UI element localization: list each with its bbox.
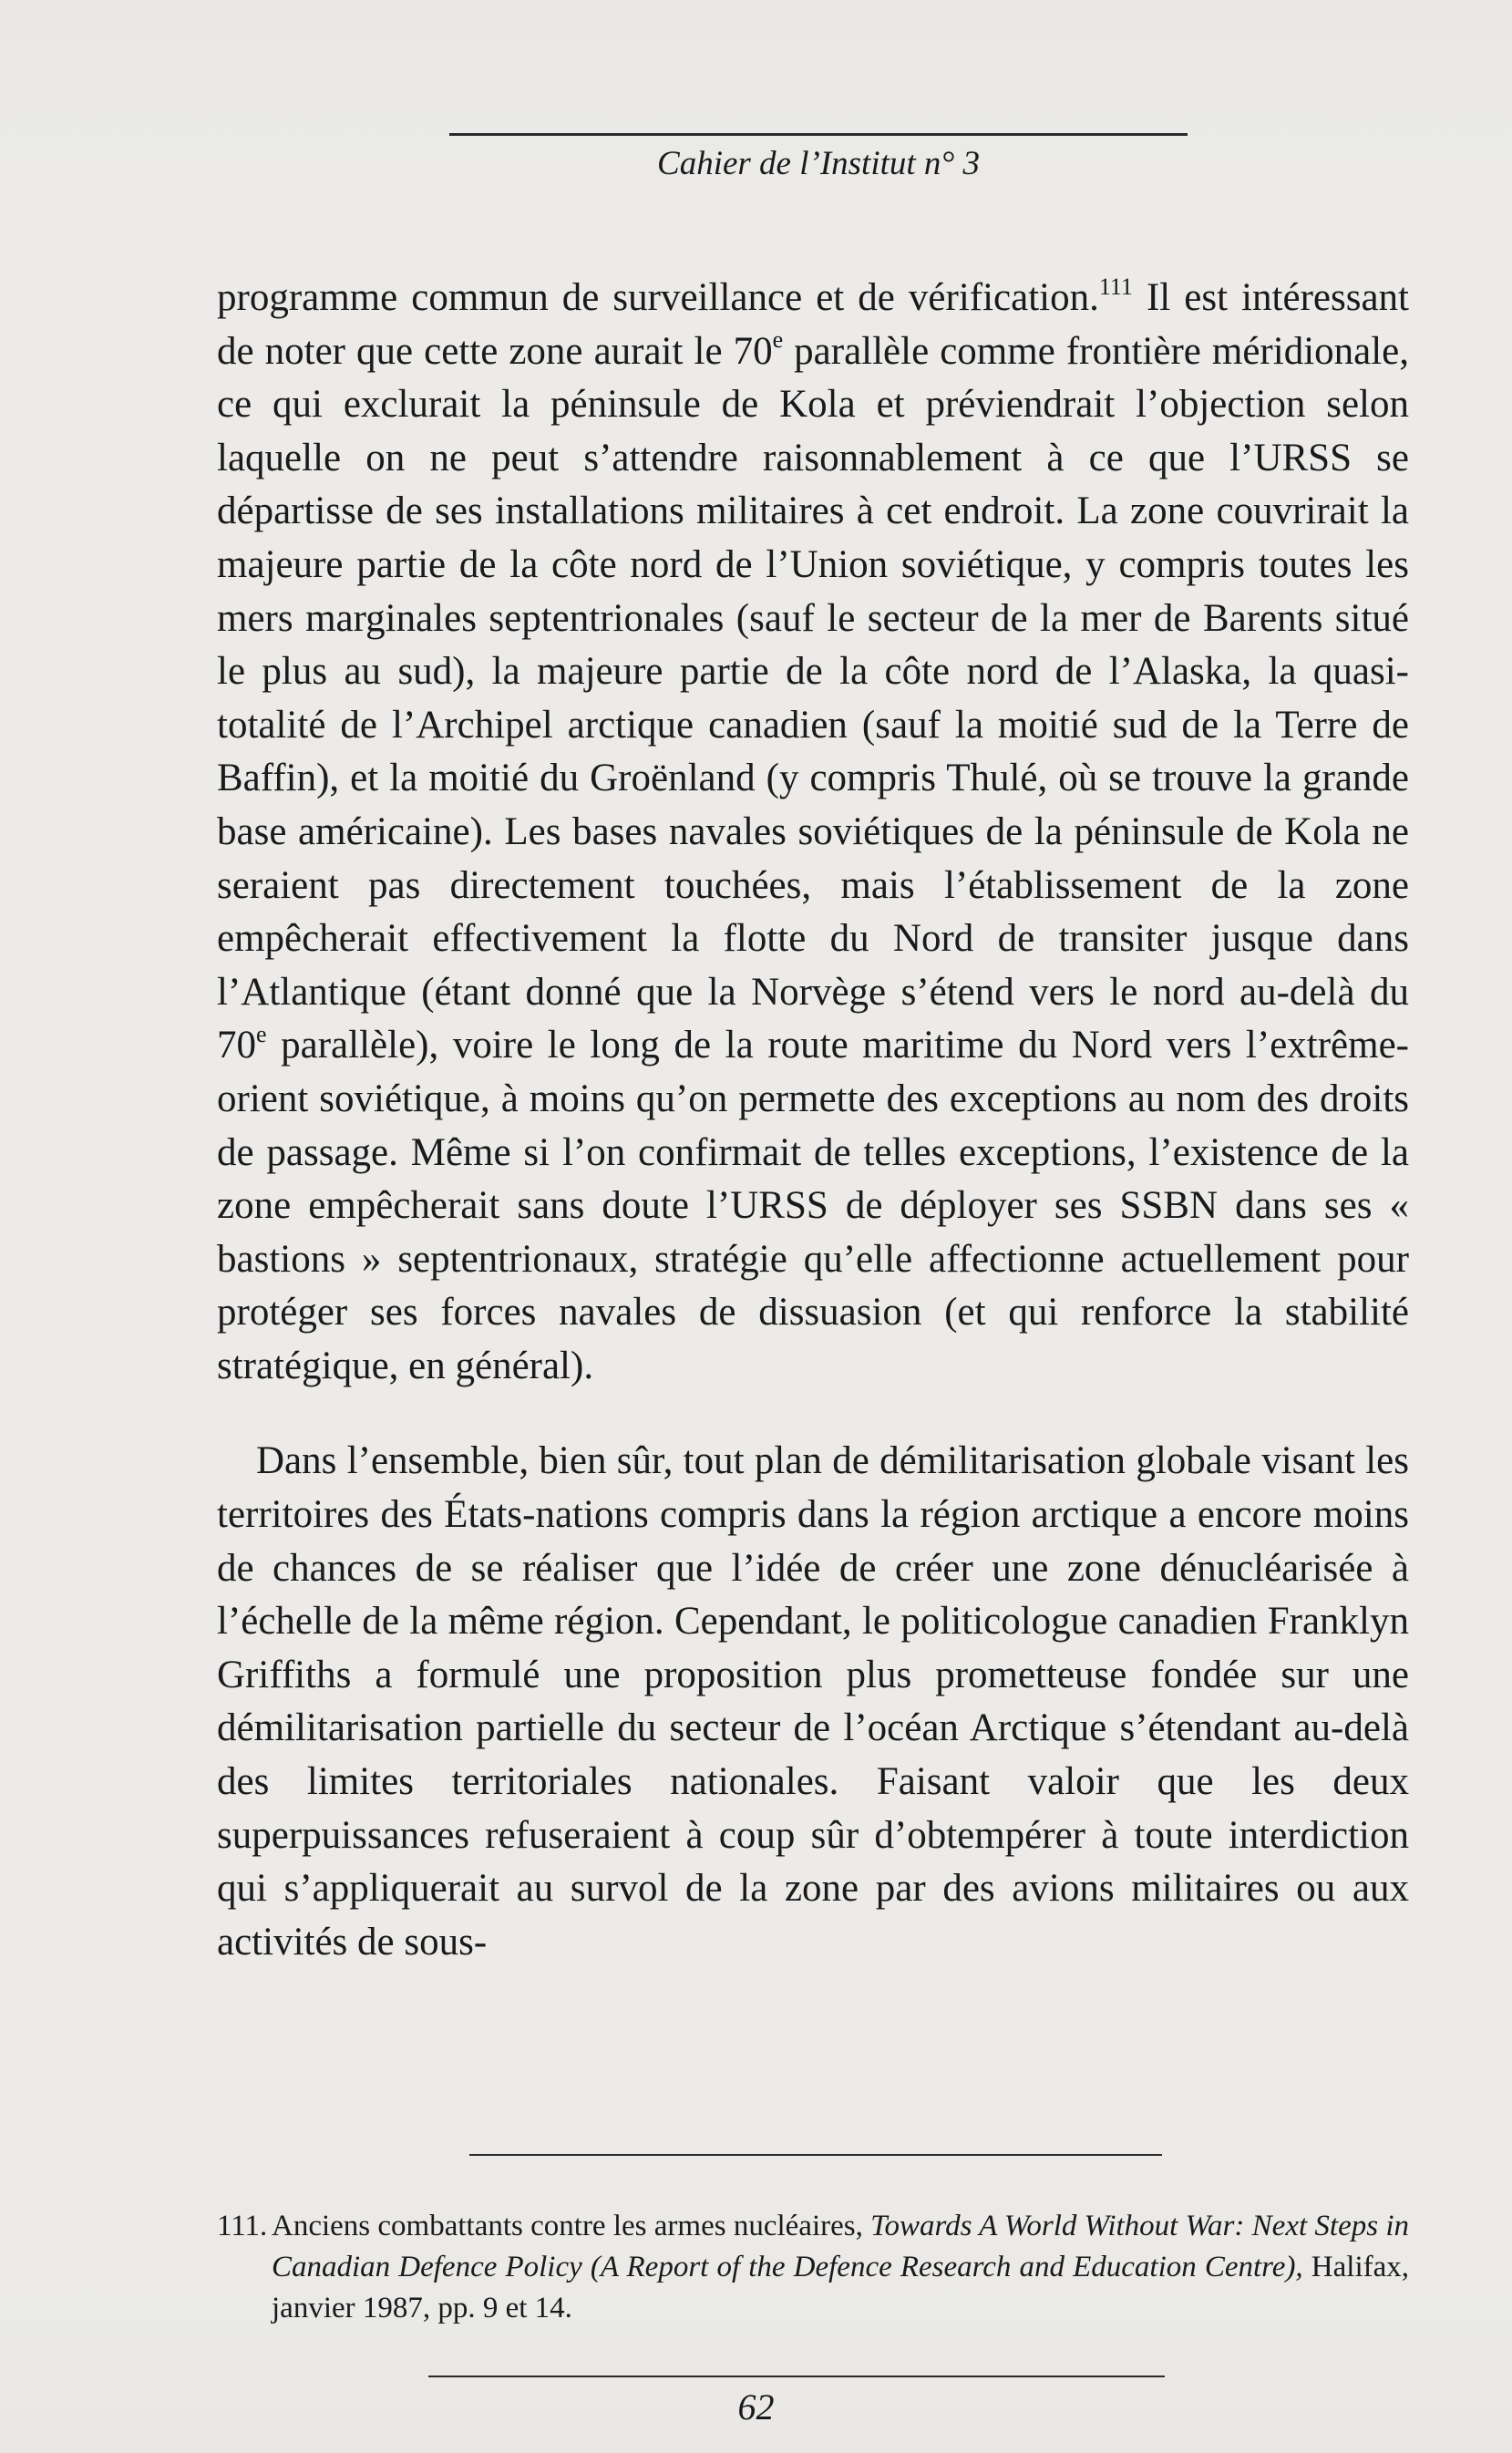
paragraph-2: Dans l’ensemble, bien sûr, tout plan de démilitarisation globale visant les territoires des États-nations compris dans la région arctique a encore moins de chances de se réaliser que l’idée de créer une zone dénucléarisée à l’échelle de la même région. Cependant, le politicologue canadien Franklyn Griffiths a formulé une proposition plus prometteuse fondée sur une démilitarisation partielle du secteur de l’océan Arctique s’étendant au-delà des limites territoriales nationales. Faisant valoir que les deux superpuissances refuseraient à coup sûr d’obtempérer à toute interdiction qui s’appliquerait au survol de la zone par des avions militaires ou aux activités de sous- bbox=[217, 1439, 1409, 1963]
footnote-tail: Halifax, janvier 1987, pp. 9 et 14. bbox=[272, 2251, 1409, 2324]
footnote-number: 111. bbox=[217, 2210, 268, 2242]
paragraph-1-text-b: parallèle comme frontière méridionale, ce qui exclurait la péninsule de Kola et préviendrait l’objection selon laquelle on ne peut s’attendre raisonnablement à ce que l’URSS se départisse de ses installations militaires à cet endroit. La zone couvrirait la majeure partie de la côte nord de l’Union soviétique, y compris toutes les mers marginales septentrionales (sauf le secteur de la mer de Barents situé le plus au sud), la majeure partie de la côte nord de l’Alaska, la quasi-totalité de l’Archipel arctique canadien (sauf la moitié sud de la Terre de Baffin), et la moitié du Groënland (y compris Thulé, où se trouve la grande base américaine). Les bases navales soviétiques de la péninsule de Kola ne seraient pas directement touchées, mais l’établissement de la zone empêcherait effectivement la flotte du Nord de transiter jusque dans l’Atlantique (étant donné que la Norvège s’étend vers le nord au-delà du 70 bbox=[217, 329, 1410, 1067]
header-rule bbox=[449, 133, 1188, 136]
footer-rule bbox=[428, 2376, 1165, 2377]
ordinal-superscript: e bbox=[772, 326, 784, 354]
paragraph-1-text-c: parallèle), voire le long de la route maritime du Nord vers l’extrême-orient soviétique, à moins qu’on permette des exceptions au nom des droits de passage. Même si l’on confirmait de telles exceptions, l’existence de la zone empêcherait sans doute l’URSS de déployer ses SSBN dans ses « bastions » septentrionaux, stratégie qu’elle affectionne actuellement pour protéger ses forces navales de dissuasion (et qui renforce la stabilité stratégique, en général). bbox=[217, 1024, 1409, 1387]
page-number: 62 bbox=[737, 2386, 775, 2427]
footnote-rule bbox=[469, 2154, 1162, 2156]
footnote-lead: Anciens combattants contre les armes nucléaires, bbox=[272, 2210, 863, 2242]
footnote-111 bbox=[217, 2206, 1409, 2329]
paragraph-1 bbox=[217, 272, 1409, 1393]
paragraph-1-text-a: Il est intéressant de noter que cette zone aurait le 70 bbox=[217, 276, 1409, 373]
running-head: Cahier de l’Institut n° 3 bbox=[657, 145, 980, 182]
ordinal-superscript: e bbox=[256, 1020, 267, 1047]
body-text bbox=[217, 272, 1409, 1969]
paragraph-1-lead: programme commun de surveillance et de vérification. bbox=[217, 276, 1099, 319]
footnote-reference[interactable]: 111 bbox=[1098, 273, 1133, 300]
footnote-title: Towards A World Without War: Next Steps in Canadian Defence Policy (A Report of the Defence Research and Education Centre), bbox=[272, 2210, 1409, 2283]
